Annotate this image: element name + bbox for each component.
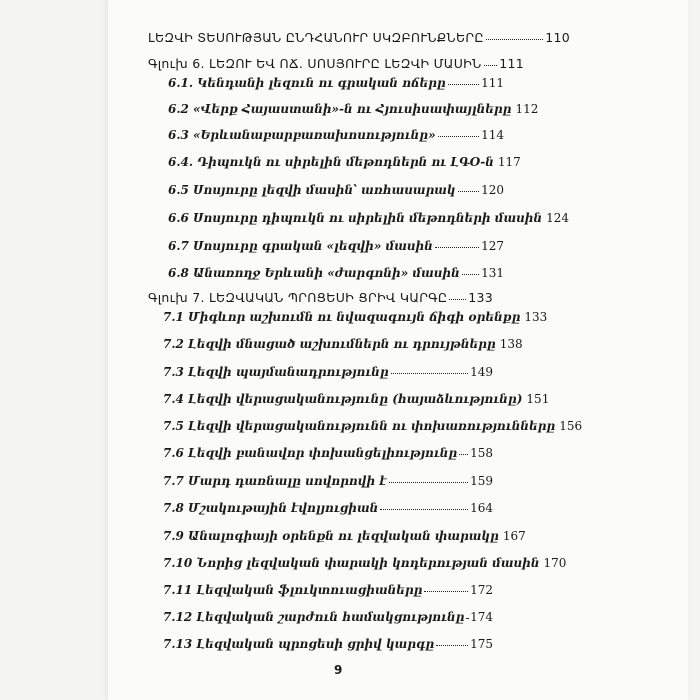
toc-chapter-6 [148,56,524,71]
toc-entry-page: 114 [481,128,504,142]
dot-leader [448,84,479,85]
toc-entry-text: 7.3 Լեզվի պայմանադրությունը [163,365,389,379]
dot-leader [449,299,466,300]
toc-entry-page: 133 [524,310,548,324]
dot-leader [438,136,480,137]
toc-entry-page: 159 [470,474,493,488]
toc-entry-text: 6.7 Սոսյուրը գրական «լեզվի» մասին [168,239,433,253]
dot-leader [458,191,480,192]
toc-entry-page: 172 [470,583,493,597]
toc-entry [163,365,493,379]
toc-entry [163,501,493,515]
toc-entry-text: 6.8 Անառողջ Երևանի «ժարգոնի» մասին [168,266,460,280]
toc-entry [163,446,493,460]
toc-entry-page: 120 [481,183,504,197]
toc-entry-page: 164 [470,501,493,515]
toc-entry-text: 7.8 Մշակութային էվոլյուցիան [163,501,379,515]
toc-entry-text: 7.11 Լեզվական ֆլուկտուացիաները [163,583,423,597]
toc-entry-text: 7.4 Լեզվի վերացականությունը (հայաձևությունը) [163,392,523,406]
toc-entry-text: Գլուխ 7. ԼԵԶՎԱԿԱՆ ՊՐՈՑԵՍԻ ՑՐԻՎ ԿԱՐԳԸ [148,290,448,305]
toc-entry-page: 111 [481,76,504,90]
toc-entry [168,102,539,116]
dot-leader [424,591,468,592]
toc-entry-text: 6.1. Կենդանի լեզուն ու գրական ոճերը [168,76,446,90]
dot-leader [389,482,469,483]
dot-leader [436,645,468,646]
toc-entry-text: 6.6 Սոսյուրը դիպուկն ու սիրելին մեթոդների մասին [168,211,543,225]
toc-entry-text: ԼԵԶՎԻ ՏԵՍՈՒԹՅԱՆ ԸՆԴՀԱՆՈՒՐ ՍԿԶԲՈՒՆՔՆԵՐԸ [148,30,484,45]
toc-entry [168,76,504,90]
toc-entry-page: 170 [543,556,567,570]
toc-entry-text: 7.2 Լեզվի մնացած աշխումներն ու դրույթները [163,337,496,351]
toc-entry-text: 6.2 «Վերք Հայաստանի»-ն ու Հյուսիսափայլները [168,102,512,116]
toc-entry-page: 110 [545,30,570,45]
toc-entry-text: 7.9 Անալոգիայի օրենքն ու լեզվական փարակը [163,529,499,543]
toc-entry-page: 133 [468,290,493,305]
dot-leader [486,39,543,40]
dot-leader [466,618,468,619]
toc-chapter-7 [148,290,493,305]
toc-entry-text: 7.12 Լեզվական շարժուն համակցությունը [163,610,465,624]
toc-entry-text: 6.3 «Երևանաբարբառախոսությունը» [168,128,436,142]
toc-entry-text: 6.5 Սոսյուրը լեզվի մասին՝ առհասարակ [168,183,456,197]
toc-entry-page: 117 [497,155,521,169]
toc-entry [163,474,493,488]
toc-entry-page: 156 [559,419,583,433]
toc-entry [163,556,567,570]
dot-leader [380,509,468,510]
toc-entry-page: 127 [481,239,504,253]
toc-entry-page: 138 [499,337,523,351]
toc-entry-text: 7.10 Նորից լեզվական փարակի կոդերության մասին [163,556,540,570]
toc-entry [163,337,523,351]
toc-entry [163,419,583,433]
dot-leader [435,247,479,248]
toc-entry-text: 7.7 Մարդ դառնալը սովորովի է [163,474,387,488]
dot-leader [459,454,468,455]
toc-entry-text: 6.4. Դիպուկն ու սիրելին մեթոդներն ու ԼԳՕ-ն [168,155,494,169]
dot-leader [391,373,468,374]
toc-entry-page: 124 [546,211,570,225]
toc-entry-text: 7.5 Լեզվի վերացականությունն ու փոխառությունները [163,419,556,433]
toc-entry [163,529,526,543]
toc-entry [163,392,550,406]
toc-entry-text: Գլուխ 6. ԼԵԶՈՒ ԵՎ ՈՃ. ՍՈՍՅՈՒՐԸ ԼԵԶՎԻ ՄԱՍԻՆ [148,56,482,71]
toc-entry-page: 149 [470,365,493,379]
toc-entry-page: 175 [470,637,493,651]
dot-leader [462,274,479,275]
toc-entry [168,211,570,225]
toc-entry [168,239,504,253]
toc-entry-page: 158 [470,446,493,460]
toc-entry-text: 7.6 Լեզվի բանավոր փոխանցելիությունը [163,446,458,460]
toc-entry-page: 131 [481,266,504,280]
dot-leader [484,65,498,66]
toc-entry [163,637,493,651]
toc-entry-page: 111 [499,56,524,71]
toc-entry-page: 151 [526,392,550,406]
toc-entry [163,610,493,624]
page-number: 9 [334,663,343,677]
toc-entry [163,583,493,597]
toc-entry [168,128,504,142]
toc-entry-page: 174 [470,610,493,624]
toc-entry-page: 167 [502,529,526,543]
toc-entry-text: 7.1 Միգևոր աշխումն ու նվազագույն ճիգի օրենքը [163,310,521,324]
toc-entry [168,266,504,280]
toc-entry [168,155,521,169]
toc-entry-page: 112 [515,102,539,116]
toc-part-title [148,30,570,45]
toc-entry [163,310,548,324]
toc-entry [168,183,504,197]
toc-entry-text: 7.13 Լեզվական պրոցեսի ցրիվ կարգը [163,637,435,651]
